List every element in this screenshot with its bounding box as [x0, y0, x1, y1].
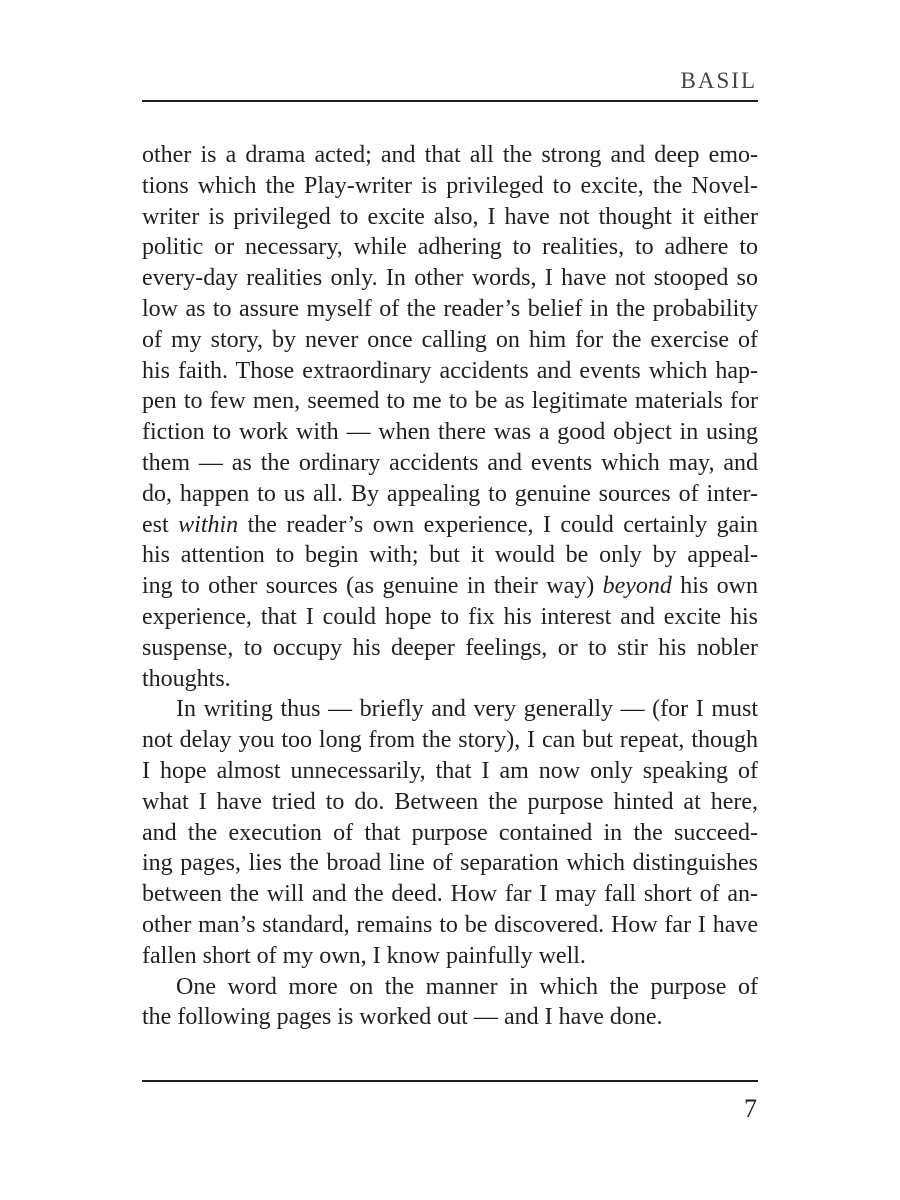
- footer-rule: [142, 1080, 758, 1082]
- text-run: his own: [671, 573, 758, 600]
- text-line: writer is privileged to excite also, I have not thought it either: [142, 203, 758, 230]
- text-line: not delay you too long from the story), I can but repeat, though: [142, 727, 758, 754]
- text-line: I hope almost unnecessarily, that I am now only speaking of: [142, 757, 758, 784]
- text-line: fallen short of my own, I know painfully well.: [142, 942, 586, 969]
- text-line: One word more on the manner in which the purpose of: [176, 973, 758, 1000]
- text-line-with-italic: [142, 571, 758, 602]
- text-line: what I have tried to do. Between the purpose hinted at here,: [142, 788, 758, 815]
- text-line: them — as the ordinary accidents and events which may, and: [142, 449, 758, 476]
- text-run: the reader’s own experience, I could certainly gain: [238, 511, 758, 538]
- page-number: 7: [744, 1094, 757, 1123]
- text-line: ing pages, lies the broad line of separation which distinguishes: [142, 850, 758, 877]
- text-line: fiction to work with — when there was a good object in using: [142, 419, 758, 446]
- text-line: between the will and the deed. How far I may fall short of an-: [142, 881, 758, 908]
- paragraph-3: [142, 972, 758, 1034]
- text-line: low as to assure myself of the reader’s belief in the probability: [142, 295, 758, 322]
- text-line: pen to few men, seemed to me to be as legitimate materials for: [142, 388, 758, 415]
- italic-word: beyond: [602, 573, 672, 600]
- running-head: BASIL: [680, 68, 757, 93]
- text-line: politic or necessary, while adhering to realities, to adhere to: [142, 234, 758, 261]
- text-line: other is a drama acted; and that all the strong and deep emo-: [142, 142, 758, 168]
- text-line: experience, that I could hope to fix his interest and excite his: [142, 603, 758, 630]
- text-line: In writing thus — briefly and very generally — (for I must: [176, 696, 758, 723]
- text-line: every-day realities only. In other words, I have not stooped so: [142, 265, 758, 292]
- text-line: the following pages is worked out — and I have done.: [142, 1004, 663, 1031]
- text-run: est: [142, 511, 179, 538]
- italic-word: within: [178, 511, 239, 538]
- paragraph-2: [142, 694, 758, 971]
- body-text: [142, 140, 758, 1033]
- text-line: do, happen to us all. By appealing to genuine sources of inter-: [142, 480, 758, 507]
- text-line: other man’s standard, remains to be discovered. How far I have: [142, 911, 758, 938]
- text-line-with-italic: [142, 510, 758, 541]
- text-line: and the execution of that purpose contained in the succeed-: [142, 819, 758, 846]
- text-line: his attention to begin with; but it would be only by appeal-: [142, 542, 758, 569]
- text-run: ing to other sources (as genuine in their way): [142, 573, 603, 600]
- header-rule: [142, 100, 758, 102]
- text-line: suspense, to occupy his deeper feelings, or to stir his nobler: [142, 634, 758, 661]
- text-line: of my story, by never once calling on him for the exercise of: [142, 326, 758, 353]
- text-line: his faith. Those extraordinary accidents and events which hap-: [142, 357, 758, 384]
- text-line: thoughts.: [142, 665, 231, 692]
- paragraph-1: [142, 140, 758, 694]
- text-line: tions which the Play-writer is privileged to excite, the Novel-: [142, 172, 758, 199]
